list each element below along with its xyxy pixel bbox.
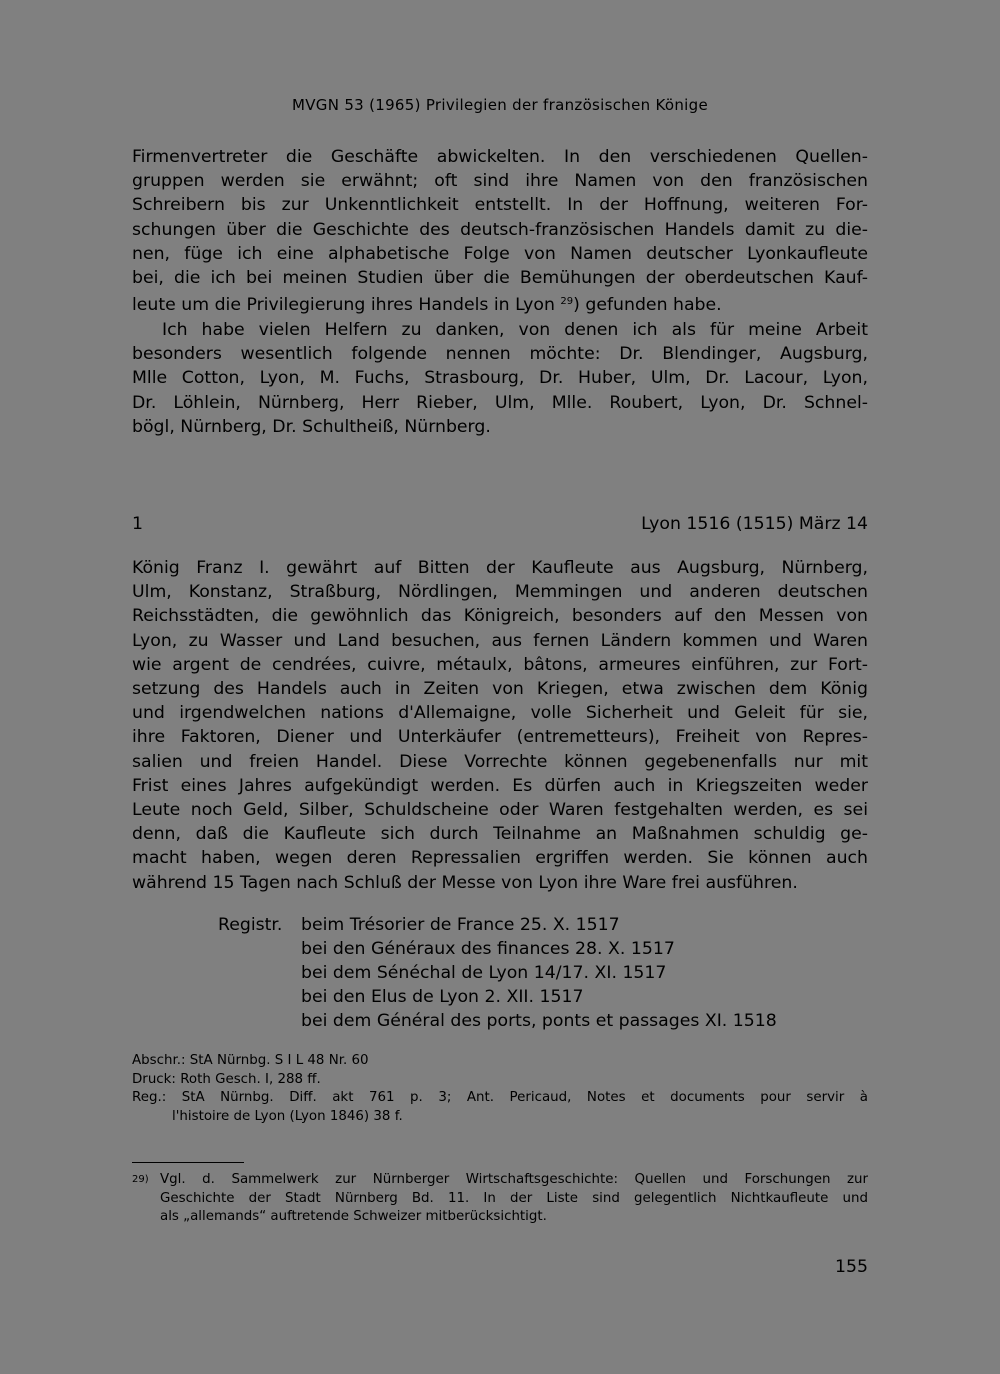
text-line: besonders wesentlich folgende nennen möchte: Dr. Blendinger, Augsburg,: [132, 344, 868, 365]
text-line: denn, daß die Kaufleute sich durch Teilnahme an Maßnahmen schuldig ge-: [132, 824, 868, 845]
text-line: setzung des Handels auch in Zeiten von Kriegen, etwa zwischen dem König: [132, 679, 868, 700]
entry-place-date: Lyon 1516 (1515) März 14: [641, 514, 868, 534]
registration-item: bei den Généraux des finances 28. X. 1517: [301, 939, 675, 959]
registration-item: bei den Elus de Lyon 2. XII. 1517: [301, 987, 584, 1007]
source-regest: Reg.: StA Nürnbg. Diff. akt 761 p. 3; Ant. Pericaud, Notes et documents pour servir à: [132, 1090, 868, 1106]
footnote-line: Geschichte der Stadt Nürnberg Bd. 11. In der Liste sind gelegentlich Nichtkaufleute und: [160, 1190, 868, 1206]
text-line: gruppen werden sie erwähnt; oft sind ihre Namen von den französischen: [132, 171, 868, 192]
text-line: salien und freien Handel. Diese Vorrechte können gegebenenfalls nur mit: [132, 751, 868, 772]
registration-items: [301, 913, 777, 1033]
registration-item: bei dem Général des ports, ponts et passages XI. 1518: [301, 1011, 777, 1031]
running-header: MVGN 53 (1965) Privilegien der französischen Könige: [292, 96, 708, 114]
text-line: Dr. Löhlein, Nürnberg, Herr Rieber, Ulm, Mlle. Roubert, Lyon, Dr. Schnel-: [132, 392, 868, 413]
footnote: [132, 1171, 868, 1227]
entry-body: [132, 556, 868, 895]
text-line: [132, 290, 868, 317]
source-regest-continued: l'histoire de Lyon (Lyon 1846) 38 f.: [172, 1108, 403, 1124]
intro-paragraph-2: [132, 318, 868, 439]
text-line: macht haben, wegen deren Repressalien ergriffen werden. Sie können auch: [132, 848, 868, 869]
text-line: Reichsstädten, die gewöhnlich das Königreich, besonders auf den Messen von: [132, 606, 868, 627]
text-line: bögl, Nürnberg, Dr. Schultheiß, Nürnberg.: [132, 416, 491, 437]
text-line: Firmenvertreter die Geschäfte abwickelten. In den verschiedenen Quellen-: [132, 147, 868, 167]
footnote-mark: 29): [132, 1174, 149, 1185]
footnote-divider: [132, 1162, 244, 1163]
text-line: Frist eines Jahres aufgekündigt werden. Es dürfen auch in Kriegszeiten weder: [132, 775, 868, 796]
registration-item: beim Trésorier de France 25. X. 1517: [301, 915, 620, 935]
text-line: während 15 Tagen nach Schluß der Messe von Lyon ihre Ware frei ausführen.: [132, 872, 798, 893]
text-line: nen, füge ich eine alphabetische Folge von Namen deutscher Lyonkaufleute: [132, 243, 868, 264]
intro-paragraph-1: [132, 145, 868, 317]
registration-item: bei dem Sénéchal de Lyon 14/17. XI. 1517: [301, 963, 667, 983]
text-fragment: leute um die Privilegierung ihres Handels in Lyon: [132, 295, 561, 316]
text-line: Leute noch Geld, Silber, Schuldscheine oder Waren festgehalten werden, es sei: [132, 800, 868, 821]
footnote-line: als „allemands“ auftretende Schweizer mitberücksichtigt.: [160, 1209, 547, 1225]
text-line: schungen über die Geschichte des deutsch-französischen Handels damit zu die-: [132, 219, 868, 240]
text-line: Mlle Cotton, Lyon, M. Fuchs, Strasbourg, Dr. Huber, Ulm, Dr. Lacour, Lyon,: [132, 368, 868, 389]
source-abschrift: Abschr.: StA Nürnbg. S I L 48 Nr. 60: [132, 1053, 369, 1068]
text-line: und irgendwelchen nations d'Allemaigne, volle Sicherheit und Geleit für sie,: [132, 703, 868, 724]
text-line: Schreibern bis zur Unkenntlichkeit entstellt. In der Hoffnung, weiteren For-: [132, 195, 868, 216]
page-number: 155: [835, 1257, 868, 1277]
text-fragment: ) gefunden habe.: [573, 295, 722, 316]
registration-label: Registr.: [218, 915, 283, 935]
footnote-reference[interactable]: 29: [560, 296, 574, 308]
text-line: Ich habe vielen Helfern zu danken, von denen ich als für meine Arbeit: [162, 320, 868, 340]
footnote-line: Vgl. d. Sammelwerk zur Nürnberger Wirtschaftsgeschichte: Quellen und Forschungen zur: [160, 1172, 868, 1187]
text-line: ihre Faktoren, Diener und Unterkäufer (entremetteurs), Freiheit von Repres-: [132, 727, 868, 748]
text-line: bei, die ich bei meinen Studien über die Bemühungen der oberdeutschen Kauf-: [132, 268, 868, 289]
source-references: [132, 1052, 868, 1126]
text-line: Lyon, zu Wasser und Land besuchen, aus fernen Ländern kommen und Waren: [132, 630, 868, 651]
source-druck: Druck: Roth Gesch. I, 288 ff.: [132, 1071, 321, 1087]
text-line: König Franz I. gewährt auf Bitten der Kaufleute aus Augsburg, Nürnberg,: [132, 558, 868, 578]
entry-number: 1: [132, 514, 143, 534]
text-line: Ulm, Konstanz, Straßburg, Nördlingen, Memmingen und anderen deutschen: [132, 582, 868, 603]
text-line: wie argent de cendrées, cuivre, métaulx, bâtons, armeures einführen, zur Fort-: [132, 654, 868, 675]
